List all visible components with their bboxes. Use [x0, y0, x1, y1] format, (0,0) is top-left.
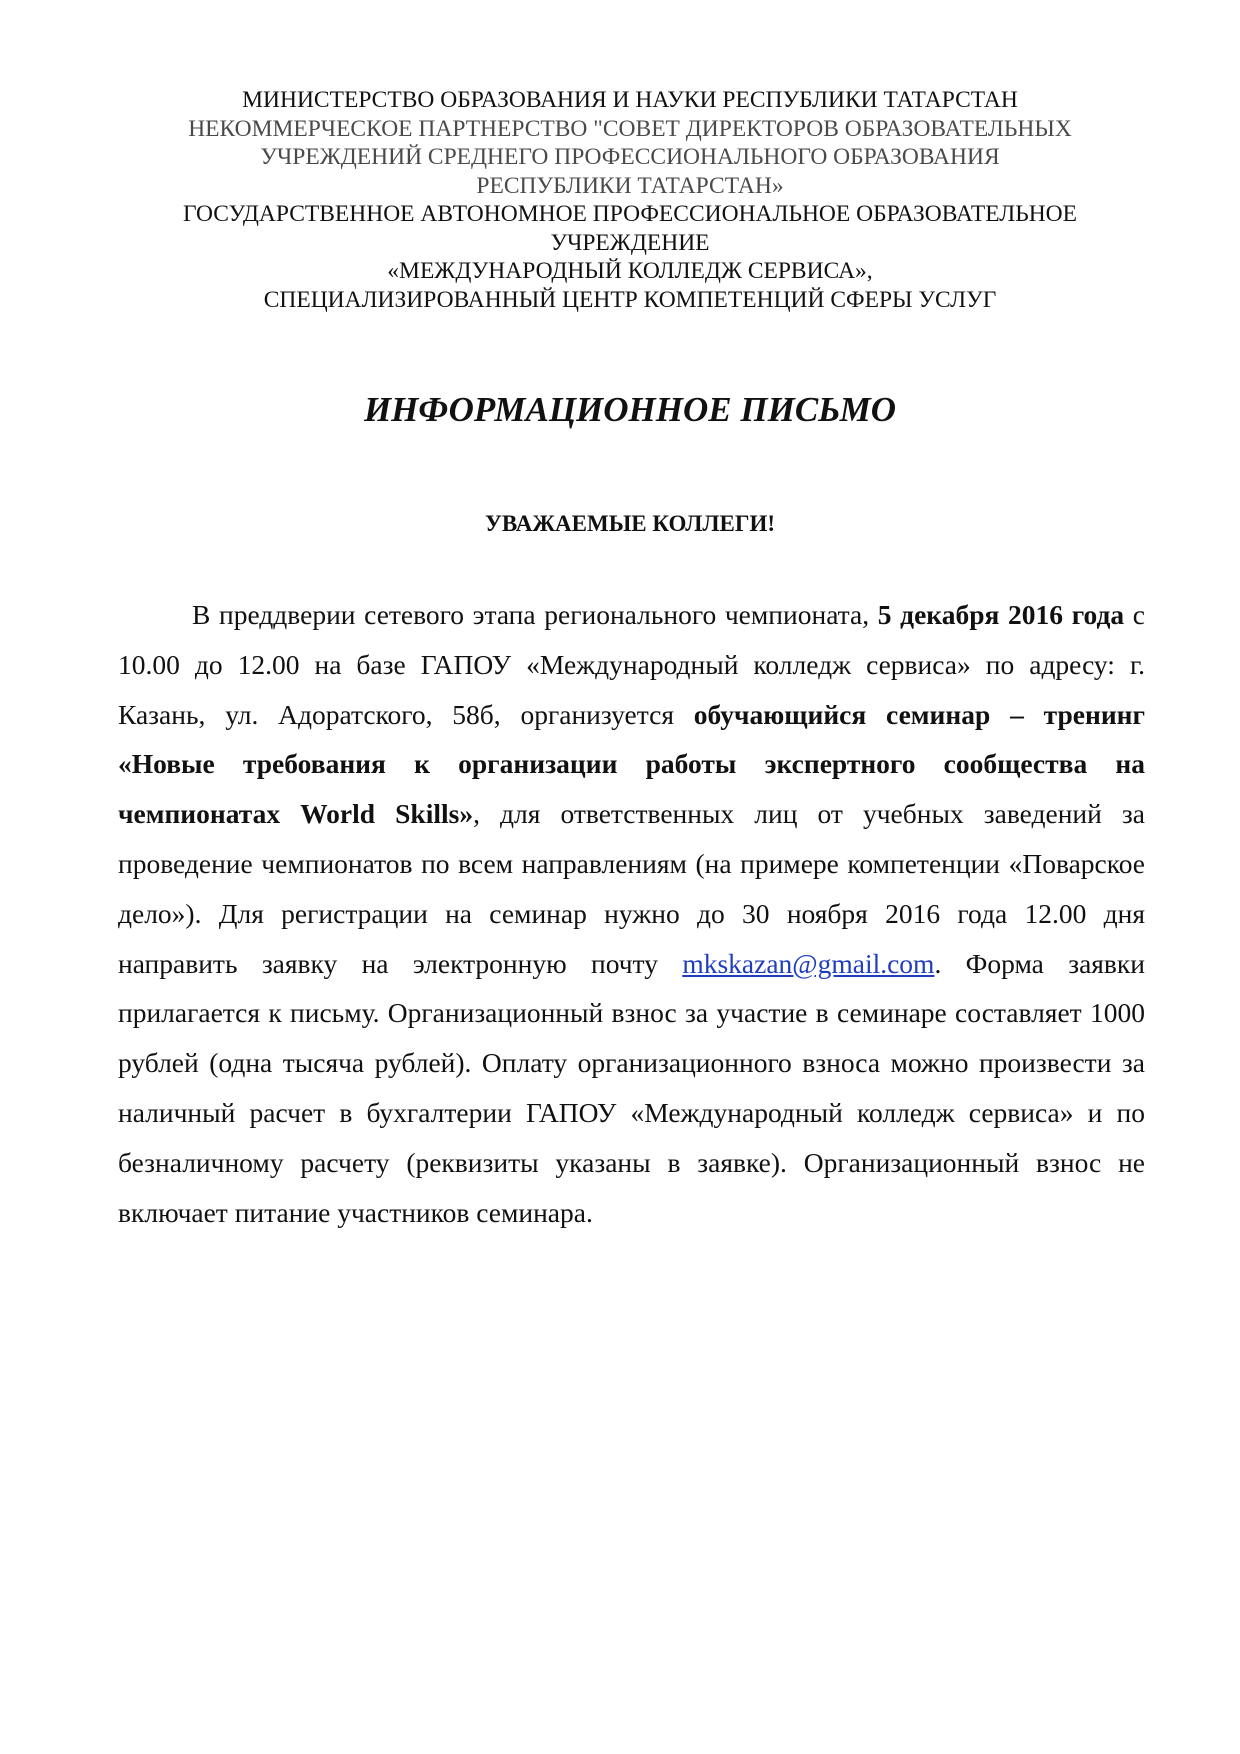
event-date: 5 декабря 2016 года [877, 599, 1125, 630]
letterhead-institution-line-1: ГОСУДАРСТВЕННОЕ АВТОНОМНОЕ ПРОФЕССИОНАЛЬНОЕ ОБРАЗОВАТЕЛЬНОЕ [182, 201, 1078, 227]
letterhead-partnership-line-3: РЕСПУБЛИКИ ТАТАРСТАН» [476, 172, 784, 199]
document-title: ИНФОРМАЦИОННОЕ ПИСЬМО [363, 390, 897, 429]
body-intro-text: В преддверии сетевого этапа регионального чемпионата, [192, 599, 878, 630]
event-name: обучающийся семинар – тренинг «Новые требования к организации работы экспертного сообщества на чемпионатах World Skills» [118, 698, 1145, 830]
letterhead [110, 86, 1150, 314]
letterhead-partnership-line-2: УЧРЕЖДЕНИЙ СРЕДНЕГО ПРОФЕССИОНАЛЬНОГО ОБРАЗОВАНИЯ [260, 144, 1000, 170]
letterhead-institution-line-2: УЧРЕЖДЕНИЕ [550, 229, 710, 256]
letterhead-ministry: МИНИСТЕРСТВО ОБРАЗОВАНИЯ И НАУКИ РЕСПУБЛИКИ ТАТАРСТАН [242, 87, 1018, 113]
email-link[interactable]: mkskazan@gmail.com [682, 947, 935, 979]
letterhead-partnership-line-1: НЕКОММЕРЧЕСКОЕ ПАРТНЕРСТВО "СОВЕТ ДИРЕКТОРОВ ОБРАЗОВАТЕЛЬНЫХ [188, 115, 1072, 142]
letterhead-competence-center: СПЕЦИАЛИЗИРОВАННЫЙ ЦЕНТР КОМПЕТЕНЦИЙ СФЕРЫ УСЛУГ [263, 286, 997, 313]
letter-body [118, 590, 1145, 1237]
letterhead-college-name: «МЕЖДУНАРОДНЫЙ КОЛЛЕДЖ СЕРВИСА», [387, 258, 873, 284]
body-fee-text: . Форма заявки прилагается к письму. Организационный взнос за участие в семинаре составляет 1000 рублей (одна тысяча рублей). Оплату организационного взноса можно произвести за наличный расчет в бухгалтерии ГАПОУ «Международный колледж сервиса» и по безналичному расчету (реквизиты указаны в заявке). Организационный взнос не включает питание участников семинара. [118, 947, 1145, 1228]
body-venue-text: с 10.00 до 12.00 на базе ГАПОУ «Международный колледж сервиса» по адресу: г. Казань, ул. Адоратского, 58б, организуется [118, 599, 1146, 730]
body-registration-text: , для ответственных лиц от учебных заведений за проведение чемпионатов по всем направлениям (на примере компетенции «Поварское дело»). Для регистрации на семинар нужно до 30 ноября 2016 года 12.00 дня направить заявку на электронную почту [118, 798, 1145, 979]
salutation: УВАЖАЕМЫЕ КОЛЛЕГИ! [484, 511, 776, 536]
